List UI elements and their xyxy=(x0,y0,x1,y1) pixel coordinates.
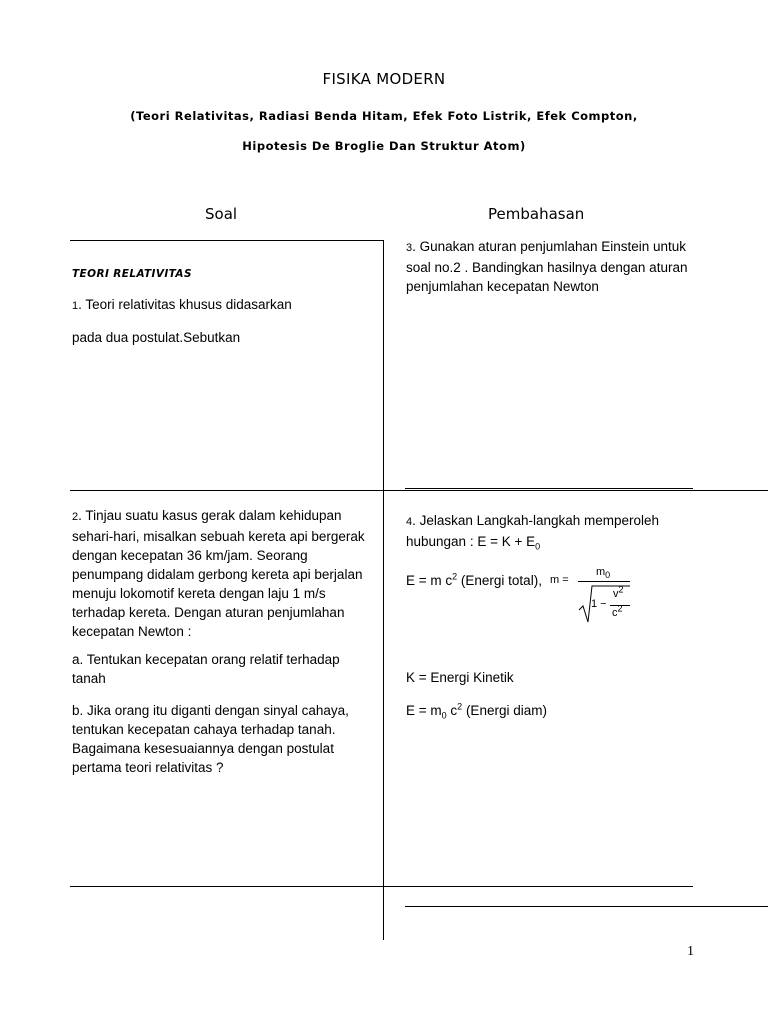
formula-numerator-m: m xyxy=(596,566,606,578)
formula-lhs: m = xyxy=(550,574,569,586)
question-4-line1: . Jelaskan Langkah-langkah memperoleh xyxy=(412,513,660,528)
question-number: 2 xyxy=(72,511,79,523)
question-2 xyxy=(72,506,368,641)
table-middle-rule xyxy=(70,490,768,491)
formula-v-squared xyxy=(613,584,624,600)
question-4 xyxy=(406,511,702,551)
question-number: 3 xyxy=(406,242,413,254)
energy-total-suffix: (Energi total), xyxy=(457,573,542,588)
question-2-body: . Tinjau suatu kasus gerak dalam kehidupan sehari-hari, misalkan sebuah kereta api bergerak dengan kecepatan 36 km/jam. Seorang penumpang didalam gerbong kereta api berjalan menuju lokomotif kereta dengan laju 1 m/s terhadap kereta. Dengan aturan penjumlahan kecepatan Newton : xyxy=(72,508,365,639)
question-1-line1: . Teori relativitas khusus didasarkan xyxy=(78,297,292,312)
table-bottom-rule xyxy=(70,886,693,887)
formula-v: v xyxy=(613,588,619,600)
column-heading-pembahasan: Pembahasan xyxy=(488,205,585,223)
section-heading: TEORI RELATIVITAS xyxy=(72,268,192,280)
question-3-body: . Gunakan aturan penjumlahan Einstein untuk soal no.2 . Bandingkan hasilnya dengan aturan penjumlahan kecepatan Newton xyxy=(406,239,688,294)
formula-fraction-bar xyxy=(578,581,630,582)
kinetic-energy-definition: K = Energi Kinetik xyxy=(406,670,514,685)
rest-energy-suffix: (Energi diam) xyxy=(462,703,547,718)
question-2b: b. Jika orang itu diganti dengan sinyal cahaya, tentukan kecepatan cahaya terhadap tanah. Bagaimana kesesuaiannya dengan postulat pertama teori relativitas ? xyxy=(72,703,349,775)
document-title: FISIKA MODERN xyxy=(322,70,446,88)
question-3 xyxy=(406,237,702,296)
formula-c-squared xyxy=(612,603,623,619)
question-1 xyxy=(72,295,372,316)
rest-energy-sub: 0 xyxy=(441,710,447,721)
question-number: 4 xyxy=(406,516,413,528)
document-subtitle-line2: Hipotesis De Broglie Dan Struktur Atom) xyxy=(242,139,526,153)
formula-c: c xyxy=(612,607,618,619)
formula-one-minus: 1 − xyxy=(591,598,607,610)
rest-energy-equation xyxy=(406,701,547,720)
table-middle-rule-right xyxy=(405,488,693,489)
energy-total-equation xyxy=(406,571,542,590)
rest-energy-mid: c xyxy=(446,703,458,718)
e-zero-subscript: 0 xyxy=(535,541,541,552)
question-4-line2: hubungan : E = K + E xyxy=(406,534,536,549)
formula-c-sup: 2 xyxy=(617,603,623,614)
table-center-rule xyxy=(383,240,384,940)
column-heading-soal: Soal xyxy=(205,205,238,223)
formula-v-sup: 2 xyxy=(618,584,624,595)
table-top-rule-left xyxy=(70,240,384,241)
page-number: 1 xyxy=(687,944,694,959)
table-bottom-rule-right xyxy=(405,906,768,907)
energy-total-prefix: E = m c xyxy=(406,573,453,588)
formula-numerator xyxy=(596,566,611,581)
rest-energy-prefix: E = m xyxy=(406,703,442,718)
formula-numerator-sub: 0 xyxy=(605,570,611,581)
energy-total-sup: 2 xyxy=(452,571,458,582)
question-number: 1 xyxy=(72,300,79,312)
rest-energy-sup: 2 xyxy=(457,701,463,712)
question-1-line2: pada dua postulat.Sebutkan xyxy=(72,330,241,345)
question-2a: a. Tentukan kecepatan orang relatif terhadap tanah xyxy=(72,652,340,686)
document-subtitle-line1: (Teori Relativitas, Radiasi Benda Hitam, Efek Foto Listrik, Efek Compton, xyxy=(130,109,638,123)
